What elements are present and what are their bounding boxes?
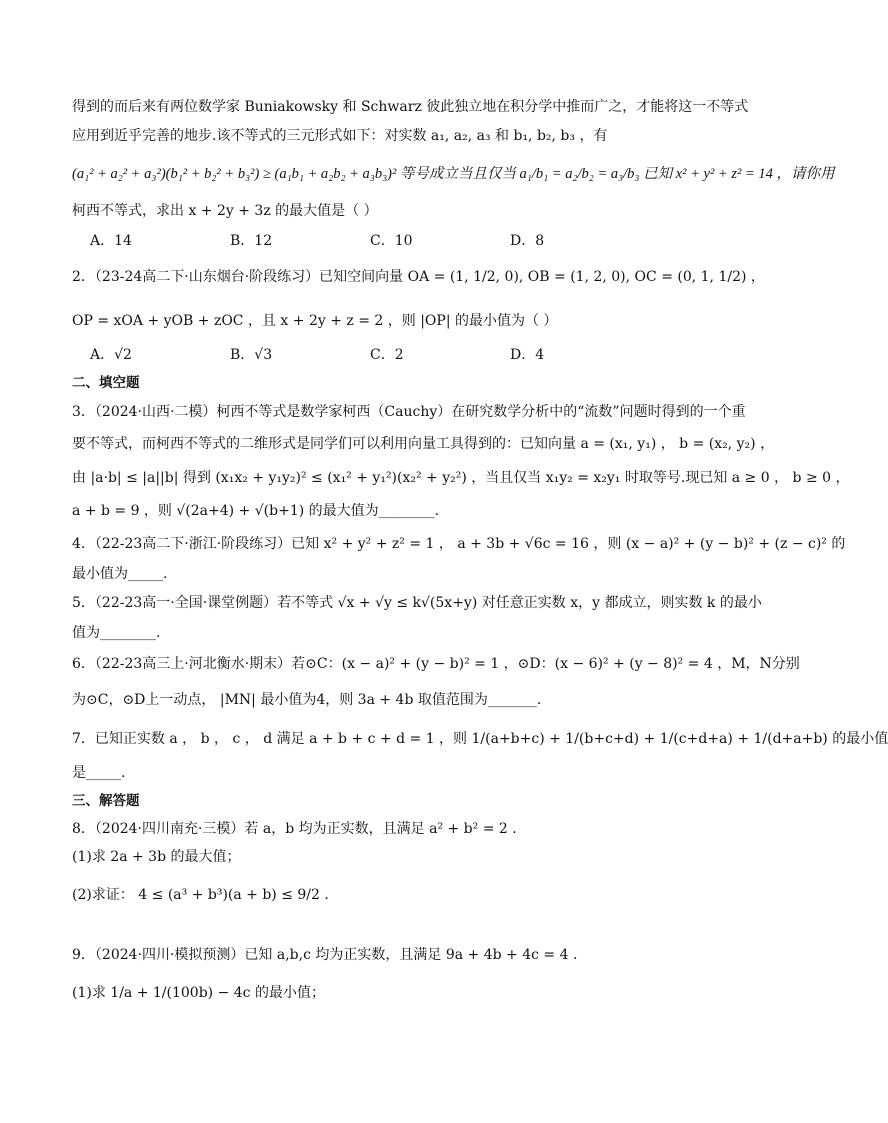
option-c: C．2: [370, 347, 404, 363]
option-b: B．√3: [230, 347, 273, 363]
question-9: 9．（2024·四川·模拟预测）已知 a,b,c 均为正实数，且满足 9a + 4b + 4c = 4 .: [72, 947, 578, 963]
text-line: 柯西不等式，求出 x + 2y + 3z 的最大值是（ ）: [72, 203, 378, 219]
section-heading: 三、解答题: [72, 793, 140, 809]
option-b: B．12: [230, 233, 273, 249]
q1-options: [90, 230, 650, 252]
question-3-cont: 要不等式，而柯西不等式的二维形式是同学们可以利用向量工具得到的：已知向量 a = (x₁, y₁) ， b = (x₂, y₂) ，: [72, 436, 775, 452]
section-heading: 二、填空题: [72, 375, 140, 391]
question-8-part2: (2)求证： 4 ≤ (a³ + b³)(a + b) ≤ 9/2 .: [72, 887, 329, 903]
question-8: 8．（2024·四川南充·三模）若 a，b 均为正实数，且满足 a² + b² = 2 .: [72, 821, 517, 837]
question-8-part1: (1)求 2a + 3b 的最大值；: [72, 849, 241, 865]
question-5-cont: 值为________.: [72, 625, 161, 641]
option-d: D．4: [510, 347, 545, 363]
question-9-part1: (1)求 1/a + 1/(100b) − 4c 的最小值；: [72, 985, 325, 1001]
question-3: 3．（2024·山西·二模）柯西不等式是数学家柯西（Cauchy）在研究数学分析中的“流数”问题时得到的一个重: [72, 404, 746, 420]
question-4-cont: 最小值为_____.: [72, 566, 168, 582]
question-6: 6．（22-23高三上·河北衡水·期末）若⊙C：(x − a)² + (y − b)² = 1 ，⊙D：(x − 6)² + (y − 8)² = 4 ，M，N分别: [72, 656, 800, 672]
question-7: 7．已知正实数 a ， b ， c ， d 满足 a + b + c + d = 1 ，则 1/(a+b+c) + 1/(b+c+d) + 1/(c+d+a) + 1/(d+a+b) 的最小值: [72, 731, 888, 747]
question-3-cont: a + b = 9 ，则 √(2a+4) + √(b+1) 的最大值为________.: [72, 503, 440, 519]
question-7-cont: 是_____.: [72, 765, 126, 781]
option-c: C．10: [370, 233, 413, 249]
question-4: 4．（22-23高二下·浙江·阶段练习）已知 x² + y² + z² = 1 ， a + 3b + √6c = 16 ，则 (x − a)² + (y − b)² + (z − c)² 的: [72, 536, 846, 552]
question-6-cont: 为⊙C，⊙D上一动点， |MN| 最小值为4，则 3a + 4b 取值范围为_______.: [72, 692, 542, 708]
text-line: 得到的而后来有两位数学家 Buniakowsky 和 Schwarz 彼此独立地在积分学中推而广之，才能将这一不等式: [72, 99, 749, 115]
question-2-cont: OP = xOA + yOB + zOC ，且 x + 2y + z = 2 ，则 |OP| 的最小值为（ ）: [72, 313, 558, 329]
question-5: 5．（22-23高一·全国·课堂例题）若不等式 √x + √y ≤ k√(5x+y) 对任意正实数 x，y 都成立，则实数 k 的最小: [72, 595, 762, 611]
formula-line: (a₁² + a₂² + a₃²)(b₁² + b₂² + b₃²) ≥ (a₁b₁ + a₂b₂ + a₃b₃)² 等号成立当且仅当 a₁/b₁ = a₂/b₂ = a₃/b₃ 已知 x² + y² + z² = 14 ，请你用: [72, 166, 835, 182]
option-a: A．√2: [90, 347, 132, 363]
q2-options: [90, 344, 650, 366]
text-line: 应用到近乎完善的地步.该不等式的三元形式如下：对实数 a₁, a₂, a₃ 和 b₁, b₂, b₃ ，有: [72, 128, 608, 144]
question-3-cont: 由 |a·b| ≤ |a||b| 得到 (x₁x₂ + y₁y₂)² ≤ (x₁² + y₁²)(x₂² + y₂²) ，当且仅当 x₁y₂ = x₂y₁ 时取等号.现已知 a ≥ 0 ， b ≥ 0 ，: [72, 470, 850, 486]
option-d: D．8: [510, 233, 545, 249]
option-a: A．14: [90, 233, 132, 249]
question-2: 2．（23-24高二下·山东烟台·阶段练习）已知空间向量 OA = (1, 1/2, 0), OB = (1, 2, 0), OC = (0, 1, 1/2) ，: [72, 269, 765, 285]
